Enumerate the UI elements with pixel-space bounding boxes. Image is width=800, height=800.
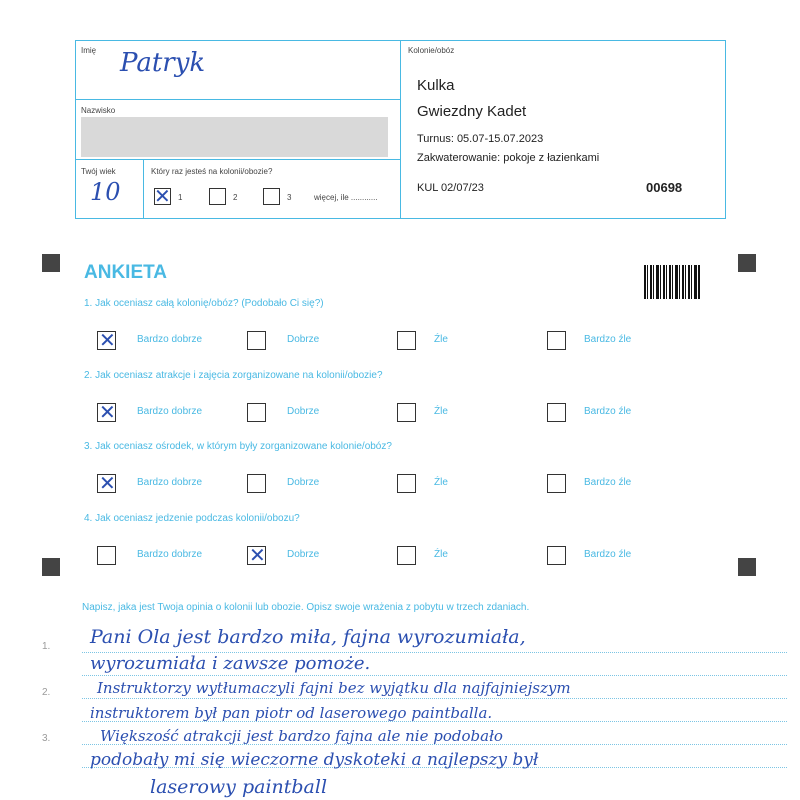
times-checkbox-3[interactable]: [263, 188, 280, 205]
age-value: 10: [90, 178, 121, 206]
camp-program: Gwiezdny Kadet: [417, 103, 527, 120]
camp-label: Kolonie/obóz: [408, 46, 455, 55]
rating-option-label: Źle: [434, 477, 448, 488]
line-number: 3.: [42, 733, 51, 744]
barcode: [644, 265, 700, 299]
rating-option-label: Źle: [434, 405, 448, 417]
line-number: 1.: [42, 641, 51, 652]
accommodation: Zakwaterowanie: pokoje z łazienkami: [417, 152, 600, 164]
check-mark: ✕: [99, 399, 116, 424]
handwritten-answer: podobały mi się wieczorne dyskoteki a najlepszy był: [90, 750, 539, 770]
rating-option-label: Źle: [434, 334, 448, 345]
rating-checkbox[interactable]: [397, 474, 416, 493]
rating-checkbox[interactable]: [547, 331, 566, 350]
times-option-3: 3: [287, 193, 292, 202]
name-value: Patryk: [120, 48, 206, 78]
survey-title: ANKIETA: [84, 262, 168, 283]
handwritten-answer: Większość atrakcji jest bardzo fajna ale nie podobało: [100, 727, 503, 745]
rating-checkbox[interactable]: [247, 403, 266, 422]
registration-mark: [42, 558, 60, 576]
question-text: 4. Jak oceniasz jedzenie podczas kolonii/obozu?: [84, 512, 300, 524]
rating-option-label: Bardzo dobrze: [137, 548, 203, 560]
times-option-2: 2: [233, 193, 238, 202]
check-mark: ✕: [99, 328, 116, 352]
camp-name: Kulka: [417, 77, 455, 94]
question-text: 2. Jak oceniasz atrakcje i zajęcia zorganizowane na kolonii/obozie?: [84, 369, 383, 381]
rating-checkbox[interactable]: [547, 403, 566, 422]
registration-mark: [42, 254, 60, 272]
times-more: więcej, ile ............: [314, 193, 378, 202]
rating-checkbox[interactable]: [547, 474, 566, 493]
check-mark: ✕: [99, 471, 116, 495]
opinion-prompt: Napisz, jaka jest Twoja opinia o kolonii lub obozie. Opisz swoje wrażenia z pobytu w trzech zdaniach.: [82, 602, 530, 613]
rating-option-label: Bardzo źle: [584, 405, 632, 417]
header-divider: [400, 40, 401, 219]
question-text: 1. Jak oceniasz całą kolonię/obóz? (Podobało Ci się?): [84, 298, 324, 309]
rating-checkbox[interactable]: [247, 331, 266, 350]
question-text: 3. Jak oceniasz ośrodek, w którym były zorganizowane kolonie/obóz?: [84, 441, 392, 452]
rating-option-label: Dobrze: [287, 477, 320, 488]
registration-mark: [738, 254, 756, 272]
times-label: Który raz jesteś na kolonii/obozie?: [151, 167, 273, 176]
age-divider: [143, 159, 144, 219]
rating-checkbox[interactable]: [397, 546, 416, 565]
rating-option-label: Bardzo dobrze: [137, 334, 203, 345]
rating-checkbox[interactable]: [247, 474, 266, 493]
answer-line: [82, 675, 787, 676]
age-label: Twój wiek: [81, 167, 116, 176]
rating-option-label: Dobrze: [287, 548, 320, 560]
handwritten-answer: laserowy paintball: [150, 776, 328, 798]
rating-checkbox[interactable]: [397, 331, 416, 350]
rating-option-label: Dobrze: [287, 405, 320, 417]
rating-option-label: Bardzo dobrze: [137, 405, 203, 417]
name-label: Imię: [81, 46, 97, 55]
handwritten-answer: wyrozumiała i zawsze pomoże.: [90, 653, 371, 674]
handwritten-answer: Instruktorzy wytłumaczyli fajni bez wyjątku dla najfajniejszym: [97, 679, 571, 697]
handwritten-answer: Pani Ola jest bardzo miła, fajna wyrozumiała,: [90, 626, 526, 648]
times-option-1: 1: [178, 193, 183, 202]
rating-option-label: Bardzo źle: [584, 334, 632, 345]
times-checkbox-2[interactable]: [209, 188, 226, 205]
rating-option-label: Dobrze: [287, 334, 320, 345]
turnus: Turnus: 05.07-15.07.2023: [417, 133, 544, 145]
registration-mark: [738, 558, 756, 576]
line-number: 2.: [42, 687, 51, 698]
rating-option-label: Bardzo dobrze: [137, 477, 203, 488]
surname-redaction: [81, 117, 388, 157]
times-check-mark: ✕: [154, 184, 171, 208]
form-number: 00698: [646, 180, 683, 195]
rating-option-label: Źle: [434, 548, 448, 560]
camp-code: KUL 02/07/23: [417, 182, 484, 194]
rating-checkbox[interactable]: [97, 546, 116, 565]
surname-divider: [75, 159, 400, 160]
rating-checkbox[interactable]: [397, 403, 416, 422]
check-mark: ✕: [249, 542, 266, 567]
surname-label: Nazwisko: [81, 106, 116, 115]
rating-option-label: Bardzo źle: [584, 548, 632, 560]
rating-checkbox[interactable]: [547, 546, 566, 565]
rating-option-label: Bardzo źle: [584, 477, 632, 488]
name-divider: [75, 99, 400, 100]
handwritten-answer: instruktorem był pan piotr od laserowego paintballa.: [90, 704, 493, 722]
answer-line: [82, 698, 787, 699]
